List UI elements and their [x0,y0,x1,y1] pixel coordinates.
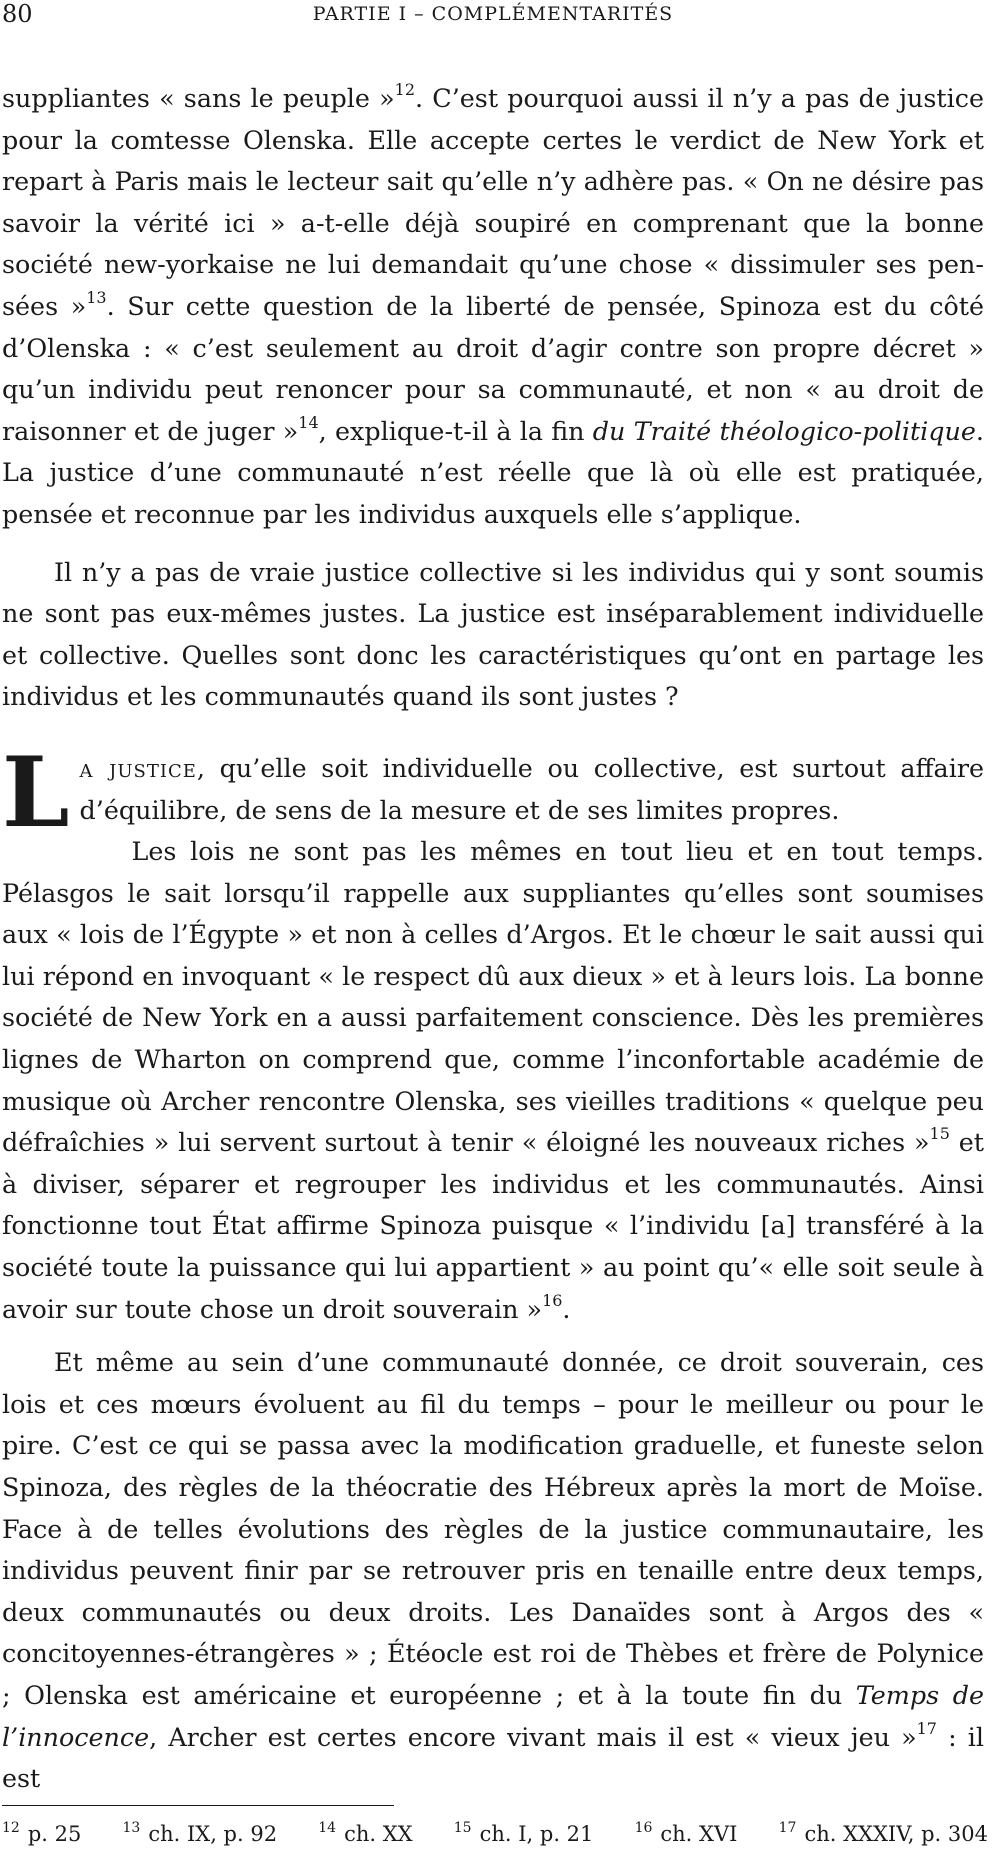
footnote-number: 16 [634,1820,653,1836]
text-run: , Archer est certes encore vivant mais il est « vieux jeu » [149,1721,917,1752]
text-run: Et même au sein d’une communauté donnée, ce droit souverain, ces lois et ces mœurs évoluent au fil du temps – pour le meilleur ou pour le pire. C’est ce qui se passa avec la modification graduelle, et funeste selon Spinoza, des règles de la théocratie des Hébreux après la mort de Moïse. Face à de telles évolutions des règles de la justice communautaire, les individus peuvent finir par se retrouver pris en tenaille entre deux temps, deux communautés ou deux droits. Les Danaïdes sont à Argos des « concitoyennes-étrangères » ; Étéocle est roi de Thèbes et frère de Polynice ; Olenska est américaine et européenne ; et à la toute fin du [2,1347,984,1710]
text-run: Les lois ne sont pas les mêmes en tout lieu et en tout temps. Pélasgos le sait lorsqu’il rappelle aux suppliantes qu’elles sont soumises aux « lois de l’Égypte » et non à celles d’Argos. Et le chœur le sait aussi qui lui répond en invoquant « le respect dû aux dieux » et à leurs lois. La bonne société de New York en a aussi parfaitement conscience. Dès les premières lignes de Wharton on comprend que, comme l’inconfortable académie de musique où Archer rencontre Olenska, ses vieilles traditions « quelque peu défraîchies » lui servent surtout à tenir « éloigné les nouveaux riches » [2,836,984,1158]
footnote-number: 13 [122,1820,141,1836]
paragraph [2,552,984,718]
footnote-ref: 16 [542,1290,563,1310]
text-run: . Sur cette question de la liberté de pensée, Spinoza est du côté d’Olenska : « c’est seulement au droit d’agir contre son propre décret » qu’un individu peut renoncer pour sa communauté, et non « au droit de raisonner et de juger » [2,290,984,446]
footnote-item [123,1822,278,1852]
text-run: , qu’elle soit individuelle ou collective, est surtout affaire d’équilibre, de sens de la mesure et de ses limites propres. [79,752,984,825]
footnote-text: ch. XVI [660,1822,738,1846]
footnote-ref: 14 [298,412,319,432]
page-number: 80 [2,0,33,28]
drop-cap: L [2,735,70,849]
page-header [0,0,986,30]
footnote-item [454,1822,594,1852]
footnote-ref: 15 [929,1124,950,1144]
text-run: . C’est pourquoi aussi il n’y a pas de justice pour la comtesse Olenska. Elle accepte certes le verdict de New York et repart à Paris mais le lecteur sait qu’elle n’y adhère pas. « On ne désire pas savoir la vérité ici » a-t-elle déjà soupiré en comprenant que la bonne société new-yorkaise ne lui demandait qu’une chose « dissimuler ses pensées » [2,83,984,321]
footnote-item [635,1822,738,1852]
footnote-number: 12 [2,1820,20,1836]
text-run: . [562,1293,571,1324]
footnote-number: 14 [318,1820,337,1836]
text-run: suppliantes « sans le peuple » [2,83,395,113]
footnote-text: ch. XX [344,1822,413,1846]
paragraph-dropcap [2,735,984,849]
footnote-item [318,1822,412,1852]
body-text [2,78,984,1800]
footnote-number: 17 [778,1820,797,1836]
footnote-rule [2,1805,394,1806]
footnote-text: ch. XXXIV, p. 304 [804,1822,988,1846]
text-run: et à diviser, séparer et regrouper les individus et les communautés. Ainsi fonctionne tout État affirme Spinoza puisque « l’individu [a] transféré à la société toute la puissance qui lui appartient » au point qu’« elle soit seule à avoir sur toute chose un droit souverain » [2,1127,984,1324]
footnote-text: ch. IX, p. 92 [148,1822,278,1846]
footnotes [2,1822,988,1852]
footnote-ref: 12 [394,80,416,99]
text-run: : il est [2,1721,985,1794]
paragraph [2,1342,984,1800]
footnote-item [2,1822,81,1852]
small-caps-lead: a justice [79,752,197,783]
footnote-text: p. 25 [27,1822,82,1846]
italic-title: Temps de l’innocence [2,1679,984,1752]
footnote-ref: 17 [916,1718,937,1738]
footnote-ref: 13 [86,287,107,307]
paragraph [2,831,984,1330]
italic-title: du Traité théologico-politique [592,415,976,446]
running-head: PARTIE I – COMPLÉMENTARITÉS [312,3,674,25]
paragraph [2,78,984,536]
text-run: , explique-t-il à la fin [318,415,593,446]
text-run: . La justice d’une communauté n’est réelle que là où elle est pratiquée, pensée et reconnue par les individus auxquels elle s’applique. [2,415,984,529]
footnote-text: ch. I, p. 21 [479,1822,594,1846]
footnote-item [779,1822,988,1852]
footnote-number: 15 [453,1820,472,1836]
text-run: Il n’y a pas de vraie justice collective si les individus qui y sont soumis ne sont pas eux-mêmes justes. La justice est inséparablement individuelle et collective. Quelles sont donc les caractéristiques qu’ont en partage les individus et les communautés quand ils sont justes ? [2,556,984,712]
